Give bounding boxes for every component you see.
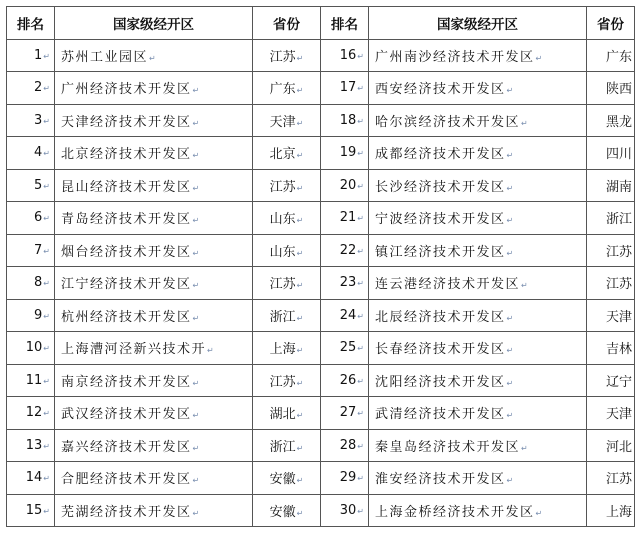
rank-cell: 8↵ bbox=[7, 267, 55, 300]
paragraph-mark-icon: ↵ bbox=[357, 181, 364, 191]
paragraph-mark-icon: ↵ bbox=[506, 378, 515, 388]
rank-cell: 10↵ bbox=[7, 332, 55, 365]
province-cell: 安徽↵ bbox=[253, 494, 321, 527]
rank-cell: 17↵ bbox=[321, 72, 369, 105]
zone-name-cell: 南京经济技术开发区↵ bbox=[55, 364, 253, 397]
rank-cell: 9↵ bbox=[7, 299, 55, 332]
province-cell: 河北 bbox=[587, 429, 635, 462]
paragraph-mark-icon: ↵ bbox=[192, 508, 201, 518]
paragraph-mark-icon: ↵ bbox=[43, 409, 50, 419]
paragraph-mark-icon: ↵ bbox=[192, 248, 201, 258]
province-cell: 江苏↵ bbox=[253, 39, 321, 72]
paragraph-mark-icon: ↵ bbox=[296, 411, 304, 421]
province-cell: 江苏↵ bbox=[253, 169, 321, 202]
paragraph-mark-icon: ↵ bbox=[506, 476, 515, 486]
table-row bbox=[7, 234, 635, 267]
province-cell: 江苏 bbox=[587, 267, 635, 300]
province-cell: 江苏↵ bbox=[253, 267, 321, 300]
province-cell: 江苏 bbox=[587, 462, 635, 495]
paragraph-mark-icon: ↵ bbox=[296, 53, 304, 63]
paragraph-mark-icon: ↵ bbox=[296, 151, 304, 161]
zone-name-cell: 杭州经济技术开发区↵ bbox=[55, 299, 253, 332]
paragraph-mark-icon: ↵ bbox=[506, 346, 515, 356]
paragraph-mark-icon: ↵ bbox=[192, 86, 201, 96]
paragraph-mark-icon: ↵ bbox=[192, 313, 201, 323]
table-row bbox=[7, 137, 635, 170]
zone-name-cell: 长春经济技术开发区↵ bbox=[369, 332, 587, 365]
zone-name-cell: 上海金桥经济技术开发区↵ bbox=[369, 494, 587, 527]
province-cell: 北京↵ bbox=[253, 137, 321, 170]
table-row bbox=[7, 397, 635, 430]
rank-cell: 27↵ bbox=[321, 397, 369, 430]
rank-cell: 15↵ bbox=[7, 494, 55, 527]
paragraph-mark-icon: ↵ bbox=[192, 151, 201, 161]
rank-cell: 7↵ bbox=[7, 234, 55, 267]
zone-name-cell: 北辰经济技术开发区↵ bbox=[369, 299, 587, 332]
province-cell: 天津 bbox=[587, 397, 635, 430]
province-cell: 陕西 bbox=[587, 72, 635, 105]
rank-cell: 1↵ bbox=[7, 39, 55, 72]
paragraph-mark-icon: ↵ bbox=[357, 84, 364, 94]
paragraph-mark-icon: ↵ bbox=[357, 441, 364, 451]
table-row bbox=[7, 462, 635, 495]
paragraph-mark-icon: ↵ bbox=[296, 313, 304, 323]
zone-name-cell: 天津经济技术开发区↵ bbox=[55, 104, 253, 137]
paragraph-mark-icon: ↵ bbox=[149, 53, 158, 63]
zone-name-cell: 宁波经济技术开发区↵ bbox=[369, 202, 587, 235]
province-cell: 安徽↵ bbox=[253, 462, 321, 495]
province-cell: 山东↵ bbox=[253, 202, 321, 235]
rank-cell: 5↵ bbox=[7, 169, 55, 202]
zone-name-cell: 长沙经济技术开发区↵ bbox=[369, 169, 587, 202]
rank-cell: 22↵ bbox=[321, 234, 369, 267]
zone-name-cell: 武清经济技术开发区↵ bbox=[369, 397, 587, 430]
rank-cell: 18↵ bbox=[321, 104, 369, 137]
rank-cell: 11↵ bbox=[7, 364, 55, 397]
zone-name-cell: 烟台经济技术开发区↵ bbox=[55, 234, 253, 267]
rank-cell: 14↵ bbox=[7, 462, 55, 495]
province-cell: 湖南 bbox=[587, 169, 635, 202]
province-cell: 江苏↵ bbox=[253, 364, 321, 397]
paragraph-mark-icon: ↵ bbox=[296, 248, 304, 258]
zone-name-cell: 秦皇岛经济技术开发区↵ bbox=[369, 429, 587, 462]
header-zone: 国家级经开区 bbox=[369, 7, 587, 40]
rank-cell: 6↵ bbox=[7, 202, 55, 235]
paragraph-mark-icon: ↵ bbox=[43, 214, 50, 224]
paragraph-mark-icon: ↵ bbox=[357, 149, 364, 159]
paragraph-mark-icon: ↵ bbox=[192, 183, 201, 193]
zone-name-cell: 合肥经济技术开发区↵ bbox=[55, 462, 253, 495]
paragraph-mark-icon: ↵ bbox=[506, 216, 515, 226]
paragraph-mark-icon: ↵ bbox=[192, 476, 201, 486]
paragraph-mark-icon: ↵ bbox=[357, 506, 364, 516]
paragraph-mark-icon: ↵ bbox=[192, 443, 201, 453]
header-rank: 排名 bbox=[321, 7, 369, 40]
paragraph-mark-icon: ↵ bbox=[192, 281, 201, 291]
table-row bbox=[7, 364, 635, 397]
paragraph-mark-icon: ↵ bbox=[43, 311, 50, 321]
rank-cell: 25↵ bbox=[321, 332, 369, 365]
province-cell: 天津 bbox=[587, 299, 635, 332]
rank-cell: 21↵ bbox=[321, 202, 369, 235]
header-zone: 国家级经开区 bbox=[55, 7, 253, 40]
zone-name-cell: 西安经济技术开发区↵ bbox=[369, 72, 587, 105]
rank-cell: 28↵ bbox=[321, 429, 369, 462]
province-cell: 辽宁 bbox=[587, 364, 635, 397]
table-row bbox=[7, 39, 635, 72]
zone-name-cell: 镇江经济技术开发区↵ bbox=[369, 234, 587, 267]
zone-name-cell: 北京经济技术开发区↵ bbox=[55, 137, 253, 170]
province-cell: 黑龙 bbox=[587, 104, 635, 137]
province-cell: 上海 bbox=[587, 494, 635, 527]
table-row bbox=[7, 169, 635, 202]
province-cell: 湖北↵ bbox=[253, 397, 321, 430]
zone-name-cell: 嘉兴经济技术开发区↵ bbox=[55, 429, 253, 462]
table-row bbox=[7, 429, 635, 462]
paragraph-mark-icon: ↵ bbox=[296, 476, 304, 486]
province-cell: 浙江↵ bbox=[253, 299, 321, 332]
rank-cell: 13↵ bbox=[7, 429, 55, 462]
zone-name-cell: 江宁经济技术开发区↵ bbox=[55, 267, 253, 300]
rank-cell: 24↵ bbox=[321, 299, 369, 332]
table-row bbox=[7, 202, 635, 235]
paragraph-mark-icon: ↵ bbox=[506, 248, 515, 258]
paragraph-mark-icon: ↵ bbox=[296, 378, 304, 388]
paragraph-mark-icon: ↵ bbox=[296, 346, 304, 356]
paragraph-mark-icon: ↵ bbox=[43, 51, 50, 61]
paragraph-mark-icon: ↵ bbox=[43, 246, 50, 256]
zone-name-cell: 广州经济技术开发区↵ bbox=[55, 72, 253, 105]
rank-cell: 3↵ bbox=[7, 104, 55, 137]
zone-name-cell: 连云港经济技术开发区↵ bbox=[369, 267, 587, 300]
paragraph-mark-icon: ↵ bbox=[357, 279, 364, 289]
paragraph-mark-icon: ↵ bbox=[357, 116, 364, 126]
ranking-table bbox=[6, 6, 635, 527]
paragraph-mark-icon: ↵ bbox=[43, 344, 50, 354]
zone-name-cell: 哈尔滨经济技术开发区↵ bbox=[369, 104, 587, 137]
paragraph-mark-icon: ↵ bbox=[521, 118, 530, 128]
paragraph-mark-icon: ↵ bbox=[357, 409, 364, 419]
paragraph-mark-icon: ↵ bbox=[192, 216, 201, 226]
paragraph-mark-icon: ↵ bbox=[535, 508, 544, 518]
paragraph-mark-icon: ↵ bbox=[192, 411, 201, 421]
rank-cell: 26↵ bbox=[321, 364, 369, 397]
table-row bbox=[7, 332, 635, 365]
paragraph-mark-icon: ↵ bbox=[296, 183, 304, 193]
header-row bbox=[7, 7, 635, 40]
paragraph-mark-icon: ↵ bbox=[296, 443, 304, 453]
rank-cell: 12↵ bbox=[7, 397, 55, 430]
paragraph-mark-icon: ↵ bbox=[357, 344, 364, 354]
header-province: 省份 bbox=[587, 7, 635, 40]
paragraph-mark-icon: ↵ bbox=[357, 246, 364, 256]
paragraph-mark-icon: ↵ bbox=[296, 118, 304, 128]
header-province: 省份 bbox=[253, 7, 321, 40]
rank-cell: 29↵ bbox=[321, 462, 369, 495]
paragraph-mark-icon: ↵ bbox=[357, 51, 364, 61]
table-row bbox=[7, 299, 635, 332]
paragraph-mark-icon: ↵ bbox=[43, 474, 50, 484]
zone-name-cell: 沈阳经济技术开发区↵ bbox=[369, 364, 587, 397]
paragraph-mark-icon: ↵ bbox=[535, 53, 544, 63]
table-row bbox=[7, 267, 635, 300]
paragraph-mark-icon: ↵ bbox=[43, 279, 50, 289]
zone-name-cell: 芜湖经济技术开发区↵ bbox=[55, 494, 253, 527]
province-cell: 天津↵ bbox=[253, 104, 321, 137]
zone-name-cell: 成都经济技术开发区↵ bbox=[369, 137, 587, 170]
province-cell: 上海↵ bbox=[253, 332, 321, 365]
rank-cell: 30↵ bbox=[321, 494, 369, 527]
table-row bbox=[7, 104, 635, 137]
paragraph-mark-icon: ↵ bbox=[43, 181, 50, 191]
province-cell: 广东↵ bbox=[253, 72, 321, 105]
province-cell: 四川 bbox=[587, 137, 635, 170]
zone-name-cell: 青岛经济技术开发区↵ bbox=[55, 202, 253, 235]
zone-name-cell: 昆山经济技术开发区↵ bbox=[55, 169, 253, 202]
paragraph-mark-icon: ↵ bbox=[506, 151, 515, 161]
paragraph-mark-icon: ↵ bbox=[296, 216, 304, 226]
zone-name-cell: 武汉经济技术开发区↵ bbox=[55, 397, 253, 430]
zone-name-cell: 淮安经济技术开发区↵ bbox=[369, 462, 587, 495]
paragraph-mark-icon: ↵ bbox=[521, 281, 530, 291]
rank-cell: 19↵ bbox=[321, 137, 369, 170]
paragraph-mark-icon: ↵ bbox=[43, 441, 50, 451]
paragraph-mark-icon: ↵ bbox=[357, 214, 364, 224]
paragraph-mark-icon: ↵ bbox=[296, 508, 304, 518]
paragraph-mark-icon: ↵ bbox=[192, 378, 201, 388]
paragraph-mark-icon: ↵ bbox=[207, 346, 216, 356]
zone-name-cell: 苏州工业园区↵ bbox=[55, 39, 253, 72]
rank-cell: 4↵ bbox=[7, 137, 55, 170]
province-cell: 浙江↵ bbox=[253, 429, 321, 462]
province-cell: 江苏 bbox=[587, 234, 635, 267]
paragraph-mark-icon: ↵ bbox=[43, 84, 50, 94]
paragraph-mark-icon: ↵ bbox=[357, 311, 364, 321]
header-rank: 排名 bbox=[7, 7, 55, 40]
paragraph-mark-icon: ↵ bbox=[357, 376, 364, 386]
paragraph-mark-icon: ↵ bbox=[43, 506, 50, 516]
rank-cell: 23↵ bbox=[321, 267, 369, 300]
paragraph-mark-icon: ↵ bbox=[506, 411, 515, 421]
province-cell: 浙江 bbox=[587, 202, 635, 235]
paragraph-mark-icon: ↵ bbox=[357, 474, 364, 484]
rank-cell: 16↵ bbox=[321, 39, 369, 72]
province-cell: 吉林 bbox=[587, 332, 635, 365]
paragraph-mark-icon: ↵ bbox=[296, 281, 304, 291]
paragraph-mark-icon: ↵ bbox=[506, 313, 515, 323]
rank-cell: 2↵ bbox=[7, 72, 55, 105]
paragraph-mark-icon: ↵ bbox=[506, 183, 515, 193]
paragraph-mark-icon: ↵ bbox=[43, 149, 50, 159]
paragraph-mark-icon: ↵ bbox=[43, 116, 50, 126]
paragraph-mark-icon: ↵ bbox=[296, 86, 304, 96]
paragraph-mark-icon: ↵ bbox=[192, 118, 201, 128]
zone-name-cell: 上海漕河泾新兴技术开↵ bbox=[55, 332, 253, 365]
zone-name-cell: 广州南沙经济技术开发区↵ bbox=[369, 39, 587, 72]
rank-cell: 20↵ bbox=[321, 169, 369, 202]
province-cell: 广东 bbox=[587, 39, 635, 72]
province-cell: 山东↵ bbox=[253, 234, 321, 267]
table-row bbox=[7, 494, 635, 527]
paragraph-mark-icon: ↵ bbox=[506, 86, 515, 96]
paragraph-mark-icon: ↵ bbox=[521, 443, 530, 453]
table-row bbox=[7, 72, 635, 105]
paragraph-mark-icon: ↵ bbox=[43, 376, 50, 386]
